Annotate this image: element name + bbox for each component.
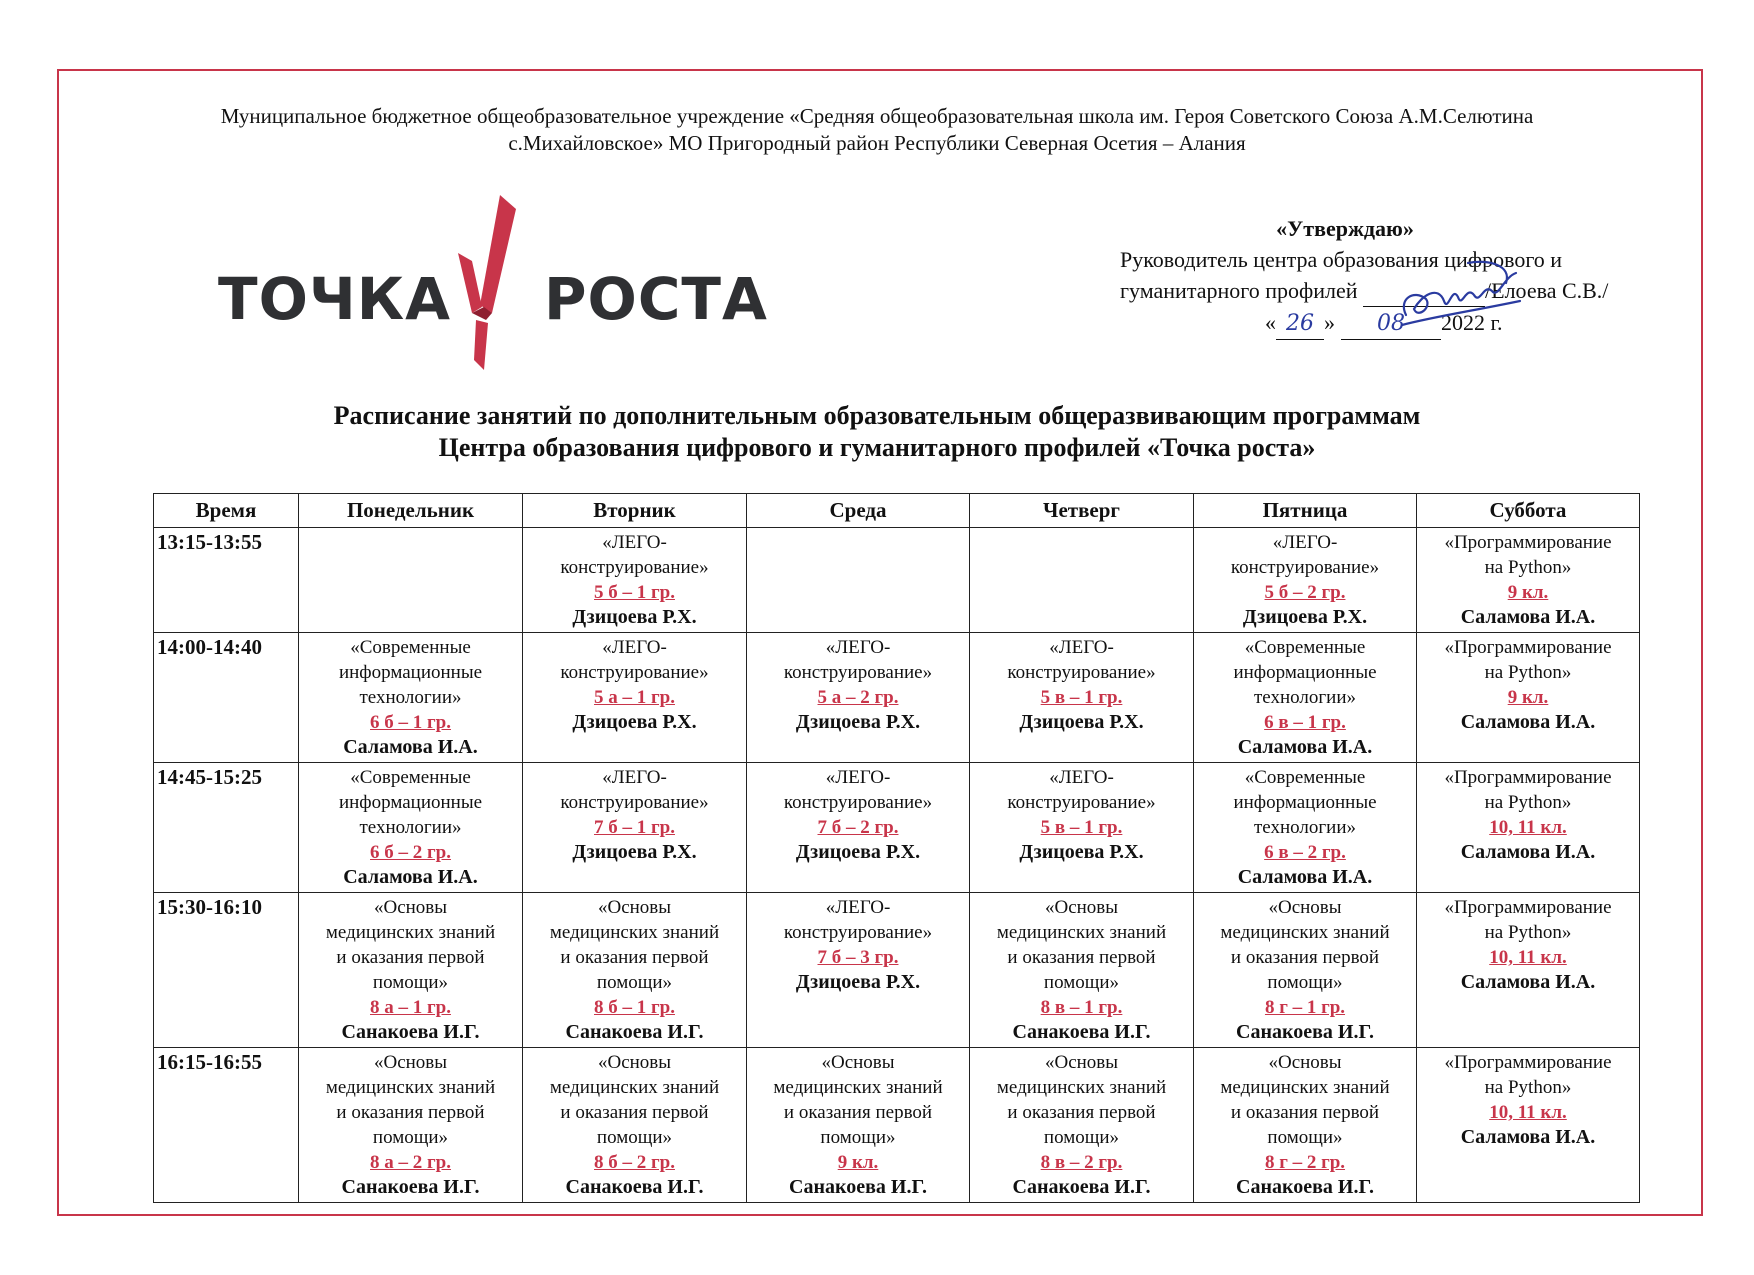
subject-name: «ЛЕГО- конструирование» [783, 767, 933, 813]
schedule-table [153, 493, 1640, 1203]
date-mid: » [1324, 310, 1335, 335]
teacher-name: Саламова И.А. [343, 736, 478, 758]
teacher-name: Дзицоева Р.Х. [1019, 711, 1144, 733]
logo-word-left: ТОЧКА [218, 265, 452, 333]
lesson-cell [523, 893, 747, 1048]
lesson-cell [970, 633, 1194, 763]
lesson-cell [1417, 528, 1640, 633]
subject-name: «ЛЕГО- конструирование» [560, 532, 709, 578]
teacher-name: Санакоева И.Г. [789, 1176, 927, 1198]
approver-name: /Елоева С.В./ [1485, 278, 1609, 303]
subject-name: «ЛЕГО- конструирование» [1007, 637, 1156, 683]
lesson-cell [1194, 528, 1417, 633]
teacher-name: Саламова И.А. [343, 866, 478, 888]
header-time: Время [154, 494, 299, 528]
teacher-name: Дзицоева Р.Х. [795, 841, 921, 863]
subject-name: «Программирование на Python» [1444, 1052, 1612, 1098]
lesson-cell [970, 893, 1194, 1048]
lesson-cell [1194, 763, 1417, 893]
handwritten-signature [1392, 255, 1527, 340]
group-label: 8 г – 2 гр. [1264, 1152, 1346, 1173]
subject-name: «Основы медицинских знаний и оказания первой помощи» [325, 1052, 496, 1148]
group-label: 9 кл. [837, 1152, 879, 1173]
lesson-cell [1194, 893, 1417, 1048]
group-label: 7 б – 3 гр. [817, 947, 899, 968]
time-slot: 16:15-16:55 [154, 1048, 299, 1203]
schedule-title [100, 400, 1654, 464]
subject-name: «Современные информационные технологии» [338, 637, 483, 708]
approval-line2 [1120, 275, 1640, 307]
subject-name: «Основы медицинских знаний и оказания первой помощи» [996, 1052, 1167, 1148]
subject-name: «Основы медицинских знаний и оказания первой помощи» [549, 897, 720, 993]
lesson-cell [747, 633, 970, 763]
lesson-cell [1194, 1048, 1417, 1203]
subject-name: «Современные информационные технологии» [1233, 637, 1377, 708]
header-tuesday: Вторник [523, 494, 747, 528]
subject-name: «Основы медицинских знаний и оказания первой помощи» [996, 897, 1167, 993]
time-slot: 15:30-16:10 [154, 893, 299, 1048]
date-open: « [1265, 310, 1276, 335]
subject-name: «Современные информационные технологии» [1233, 767, 1377, 838]
group-label: 5 б – 1 гр. [594, 582, 675, 603]
header-saturday: Суббота [1417, 494, 1640, 528]
date-year: 2022 г. [1441, 310, 1503, 335]
teacher-name: Дзицоева Р.Х. [572, 841, 697, 863]
teacher-name: Саламова И.А. [1460, 971, 1596, 993]
header-monday: Понедельник [299, 494, 523, 528]
table-row [154, 1048, 1640, 1203]
subject-name: «Современные информационные технологии» [338, 767, 483, 838]
approval-line1: Руководитель центра образования цифрового и [1120, 247, 1563, 272]
teacher-name: Санакоева И.Г. [341, 1021, 480, 1043]
lesson-cell [299, 528, 523, 633]
date-day: 26 [1276, 308, 1324, 340]
teacher-name: Дзицоева Р.Х. [1019, 841, 1144, 863]
group-label: 6 б – 1 гр. [370, 712, 451, 733]
subject-name: «Основы медицинских знаний и оказания первой помощи» [1220, 897, 1390, 993]
lesson-cell [747, 893, 970, 1048]
subject-name: «Программирование на Python» [1444, 897, 1612, 943]
subject-name: «Программирование на Python» [1444, 637, 1612, 683]
subject-name: «Программирование на Python» [1444, 532, 1612, 578]
lesson-cell [523, 528, 747, 633]
subject-name: «Основы медицинских знаний и оказания первой помощи» [773, 1052, 943, 1148]
subject-name: «ЛЕГО- конструирование» [560, 637, 709, 683]
subject-name: «Основы медицинских знаний и оказания первой помощи» [325, 897, 496, 993]
group-label: 10, 11 кл. [1489, 817, 1567, 838]
teacher-name: Санакоева И.Г. [1236, 1176, 1374, 1198]
group-label: 5 а – 2 гр. [817, 687, 899, 708]
lesson-cell [1417, 1048, 1640, 1203]
group-label: 5 в – 1 гр. [1040, 817, 1123, 838]
group-label: 8 б – 2 гр. [594, 1152, 675, 1173]
teacher-name: Дзицоева Р.Х. [1242, 606, 1368, 628]
approval-block [1120, 213, 1640, 340]
teacher-name: Саламова И.А. [1237, 866, 1373, 888]
teacher-name: Саламова И.А. [1460, 711, 1596, 733]
time-slot: 14:45-15:25 [154, 763, 299, 893]
group-label: 7 б – 1 гр. [594, 817, 675, 838]
lesson-cell [1417, 893, 1640, 1048]
approval-title: «Утверждаю» [1276, 216, 1414, 241]
lesson-cell [523, 1048, 747, 1203]
table-row [154, 763, 1640, 893]
group-label: 8 б – 1 гр. [594, 997, 675, 1018]
group-label: 8 в – 1 гр. [1040, 997, 1123, 1018]
group-label: 9 кл. [1507, 687, 1549, 708]
header-thursday: Четверг [970, 494, 1194, 528]
subject-name: «ЛЕГО- конструирование» [1230, 532, 1380, 578]
subject-name: «Основы медицинских знаний и оказания первой помощи» [549, 1052, 720, 1148]
group-label: 10, 11 кл. [1489, 1102, 1567, 1123]
lesson-cell [970, 763, 1194, 893]
group-label: 6 в – 1 гр. [1264, 712, 1346, 733]
teacher-name: Санакоева И.Г. [1012, 1176, 1151, 1198]
teacher-name: Дзицоева Р.Х. [795, 711, 921, 733]
group-label: 8 а – 2 гр. [370, 1152, 451, 1173]
time-slot: 14:00-14:40 [154, 633, 299, 763]
lesson-cell [1417, 763, 1640, 893]
lesson-cell [523, 633, 747, 763]
group-label: 8 а – 1 гр. [370, 997, 451, 1018]
group-label: 5 а – 1 гр. [594, 687, 675, 708]
table-header-row [154, 494, 1640, 528]
teacher-name: Санакоева И.Г. [1012, 1021, 1151, 1043]
teacher-name: Санакоева И.Г. [1236, 1021, 1374, 1043]
school-header [100, 103, 1654, 157]
approval-position: гуманитарного профилей [1120, 278, 1358, 303]
lesson-cell [747, 1048, 970, 1203]
subject-name: «ЛЕГО- конструирование» [783, 897, 933, 943]
date-month: 08 [1341, 308, 1441, 340]
group-label: 5 б – 2 гр. [1264, 582, 1346, 603]
teacher-name: Саламова И.А. [1460, 841, 1596, 863]
school-header-line1: Муниципальное бюджетное общеобразовательное учреждение «Средняя общеобразовательная школа им. Героя Советского Союза А.М.Селютина [220, 104, 1534, 128]
lesson-cell [970, 1048, 1194, 1203]
lesson-cell [299, 1048, 523, 1203]
group-label: 5 в – 1 гр. [1040, 687, 1123, 708]
header-wednesday: Среда [747, 494, 970, 528]
group-label: 8 в – 2 гр. [1040, 1152, 1123, 1173]
teacher-name: Саламова И.А. [1237, 736, 1373, 758]
teacher-name: Дзицоева Р.Х. [572, 711, 697, 733]
lesson-cell [1417, 633, 1640, 763]
group-label: 6 б – 2 гр. [370, 842, 451, 863]
lesson-cell [299, 893, 523, 1048]
group-label: 10, 11 кл. [1489, 947, 1567, 968]
approval-date [1120, 307, 1640, 340]
group-label: 7 б – 2 гр. [817, 817, 899, 838]
teacher-name: Санакоева И.Г. [565, 1176, 704, 1198]
header-friday: Пятница [1194, 494, 1417, 528]
subject-name: «Программирование на Python» [1444, 767, 1612, 813]
lesson-cell [523, 763, 747, 893]
subject-name: «ЛЕГО- конструирование» [560, 767, 709, 813]
teacher-name: Саламова И.А. [1460, 606, 1596, 628]
lesson-cell [970, 528, 1194, 633]
group-label: 8 г – 1 гр. [1264, 997, 1346, 1018]
teacher-name: Санакоева И.Г. [565, 1021, 704, 1043]
teacher-name: Дзицоева Р.Х. [572, 606, 697, 628]
lesson-cell [747, 763, 970, 893]
logo-sprout-icon [450, 195, 530, 370]
lesson-cell [299, 633, 523, 763]
lesson-cell [1194, 633, 1417, 763]
lesson-cell [299, 763, 523, 893]
school-header-line2: с.Михайловское» МО Пригородный район Республики Северная Осетия – Алания [508, 131, 1246, 155]
logo-word-right: РОСТА [544, 265, 768, 333]
subject-name: «ЛЕГО- конструирование» [1007, 767, 1156, 813]
lesson-cell [747, 528, 970, 633]
tochka-rosta-logo [218, 195, 768, 370]
table-row [154, 528, 1640, 633]
subject-name: «ЛЕГО- конструирование» [783, 637, 933, 683]
teacher-name: Санакоева И.Г. [341, 1176, 480, 1198]
teacher-name: Саламова И.А. [1460, 1126, 1596, 1148]
table-row [154, 893, 1640, 1048]
group-label: 6 в – 2 гр. [1264, 842, 1346, 863]
teacher-name: Дзицоева Р.Х. [795, 971, 921, 993]
group-label: 9 кл. [1507, 582, 1549, 603]
subject-name: «Основы медицинских знаний и оказания первой помощи» [1220, 1052, 1390, 1148]
time-slot: 13:15-13:55 [154, 528, 299, 633]
table-row [154, 633, 1640, 763]
schedule-title-line1: Расписание занятий по дополнительным образовательным общеразвивающим программам [333, 401, 1421, 430]
schedule-title-line2: Центра образования цифрового и гуманитарного профилей «Точка роста» [438, 433, 1316, 462]
